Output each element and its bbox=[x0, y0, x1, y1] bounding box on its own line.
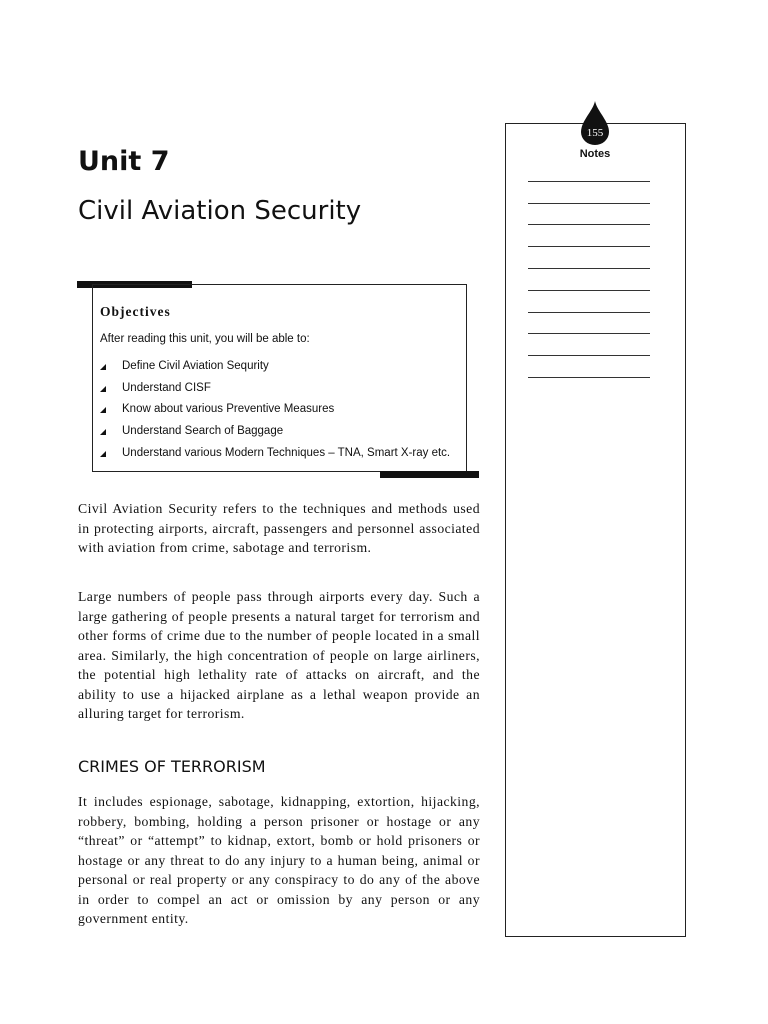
note-line bbox=[528, 312, 650, 313]
note-line bbox=[528, 333, 650, 334]
objective-item bbox=[100, 377, 450, 399]
terrorism-paragraph: It includes espionage, sabotage, kidnapping, extortion, hijacking, robbery, bombing, holding a person prisoner or hostage or any “threat” or “attempt” to kidnap, extort, bomb or hold prisoners or hostage or any threat to do any injury to a human being, animal or personal or real property or any conspiracy to do any of the above in order to compel an act or omission by any person or any government entity. bbox=[78, 794, 480, 926]
objectives-box bbox=[92, 284, 467, 472]
airports-paragraph: Large numbers of people pass through airports every day. Such a large gathering of people presents a natural target for terrorism and other forms of crime due to the number of people located in a small area. Similarly, the high concentration of people on large airliners, the potential high lethality rate of attacks on aircraft, and the ability to use a hijacked airplane as a lethal weapon provide an alluring target for terrorism. bbox=[78, 589, 480, 721]
section-heading: CRIMES OF TERRORISM bbox=[78, 757, 266, 776]
objective-text: Know about various Preventive Measures bbox=[122, 403, 335, 416]
page-number: 155 bbox=[586, 127, 604, 139]
note-line bbox=[528, 377, 650, 378]
objective-item bbox=[100, 442, 450, 464]
bullet-triangle-icon bbox=[100, 407, 106, 413]
note-line bbox=[528, 224, 650, 225]
note-line bbox=[528, 246, 650, 247]
unit-label: Unit 7 bbox=[78, 146, 170, 177]
objective-text: Understand various Modern Techniques – TNA, Smart X-ray etc. bbox=[122, 446, 451, 459]
bullet-triangle-icon bbox=[100, 386, 106, 392]
objective-item bbox=[100, 420, 450, 442]
objective-text: Understand Search of Baggage bbox=[122, 424, 284, 437]
objectives-bottom-bar bbox=[380, 471, 479, 478]
note-line bbox=[528, 181, 650, 182]
objective-item bbox=[100, 355, 450, 377]
objective-text: Define Civil Aviation Sequrity bbox=[122, 359, 269, 372]
objective-text: Understand CISF bbox=[122, 381, 211, 394]
note-line bbox=[528, 355, 650, 356]
unit-title: Civil Aviation Security bbox=[78, 196, 362, 226]
objective-item bbox=[100, 398, 450, 420]
note-line bbox=[528, 203, 650, 204]
note-line bbox=[528, 290, 650, 291]
bullet-triangle-icon bbox=[100, 364, 106, 370]
objectives-list bbox=[100, 355, 450, 463]
objectives-intro: After reading this unit, you will be able to: bbox=[100, 333, 310, 345]
objectives-heading: Objectives bbox=[100, 304, 171, 319]
note-line bbox=[528, 268, 650, 269]
intro-paragraph: Civil Aviation Security refers to the techniques and methods used in protecting airports, aircraft, passengers and personnel associated with aviation from crime, sabotage and terrorism. bbox=[78, 501, 480, 555]
bullet-triangle-icon bbox=[100, 429, 106, 435]
notes-label: Notes bbox=[579, 148, 611, 160]
bullet-triangle-icon bbox=[100, 451, 106, 457]
